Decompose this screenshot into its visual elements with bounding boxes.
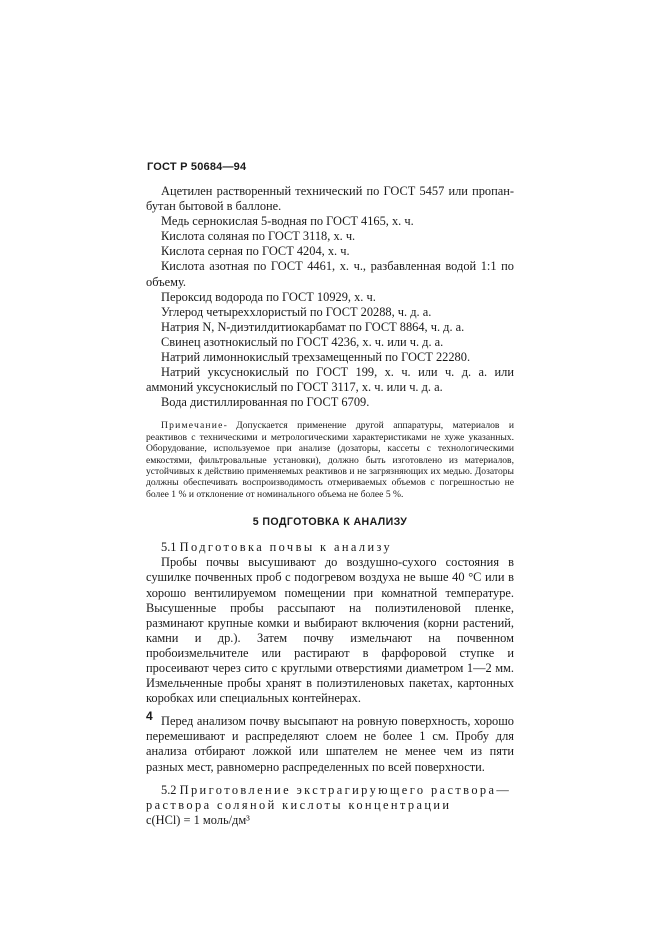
material-item: Углерод четыреххлористый по ГОСТ 20288, ч. д. а. [161,304,432,319]
material-item: Натрий лимоннокислый трехзамещенный по ГОСТ 22280. [161,350,471,365]
material-item: Медь сернокислая 5-водная по ГОСТ 4165, х. ч. [161,214,414,229]
subsection-title: Подготовка почвы к анализу [179,540,393,555]
subsection-number: 5.2 [161,782,177,797]
material-item: Кислота азотная по ГОСТ 4461, х. ч., разбавленная водой 1:1 по объему. [146,259,514,289]
subsection-5-2-heading [146,783,514,813]
page-content [146,184,514,828]
note-label: Примечание [161,420,224,432]
note-paragraph [146,420,514,500]
subsection-5-1-heading [146,540,514,555]
material-item: Вода дистиллированная по ГОСТ 6709. [161,395,370,410]
note-text: - Допускается применение другой аппаратуры, материалов и реактивов с техническими и метрологическими характеристиками не хуже указанных. Оборудование, используемое при анализе (дозаторы, кассеты с технологическими емкостями, фильтровальные установки), должно быть изготовлено из материалов, устойчивых к действию применяемых реактивов и не загрязняющих их медью. Дозаторы должны обеспечивать воспроизводимость отмериваемых объемов с погрешностью не более 1 % и отклонение от номинального объема не более 5 %. [146,420,514,500]
section-title: 5 ПОДГОТОВКА К АНАЛИЗУ [252,516,408,529]
document-code: ГОСТ Р 50684—94 [147,161,247,173]
sampling-paragraph: Перед анализом почву высыпают на ровную поверхность, хорошо перемешивают и распределяют слоем не более 1 см. Пробу для анализа отбирают ложкой или шпателем не менее чем из пяти разных мест, равномерно распределенных по всей поверхности. [146,714,514,774]
material-item: Пероксид водорода по ГОСТ 10929, х. ч. [161,289,376,304]
concentration-formula: c(HCl) = 1 моль/дм³ [146,812,250,827]
soil-drying-paragraph: Пробы почвы высушивают до воздушно-сухого состояния в сушилке почвенных проб с подогревом воздуха не выше 40 °С или в хорошо вентилируемом помещении при комнатной температуре. Высушенные пробы рассыпают на полиэтиленовой пленке, разминают крупные комки и выбирают включения (корни растений, камни и др.). Затем почву измельчают на почвенном пробоизмельчителе или растирают в фарфоровой ступке и просеивают через сито с круглыми отверстиями диаметром 1—2 мм. Измельченные пробы хранят в полиэтиленовых пакетах, картонных коробках или специальных контейнерах. [146,555,514,706]
material-item: Ацетилен растворенный технический по ГОСТ 5457 или пропан-бутан бытовой в баллоне. [146,184,514,214]
subsection-number: 5.1 [161,540,177,555]
material-item: Натрия N, N-диэтилдитиокарбамат по ГОСТ 8864, ч. д. а. [161,319,465,334]
page-number: 4 [146,709,153,723]
material-item: Свинец азотнокислый по ГОСТ 4236, х. ч. или ч. д. а. [161,334,444,349]
subsection-title: Приготовление экстрагирующего раствора—раствора соляной кислоты концентрации [146,782,512,812]
material-item: Кислота серная по ГОСТ 4204, х. ч. [161,244,350,259]
material-item: Натрий уксуснокислый по ГОСТ 199, х. ч. или ч. д. а. или аммоний уксуснокислый по ГОСТ 3117, х. ч. или ч. д. а. [146,365,514,395]
material-item: Кислота соляная по ГОСТ 3118, х. ч. [161,229,356,244]
materials-list [146,184,514,410]
